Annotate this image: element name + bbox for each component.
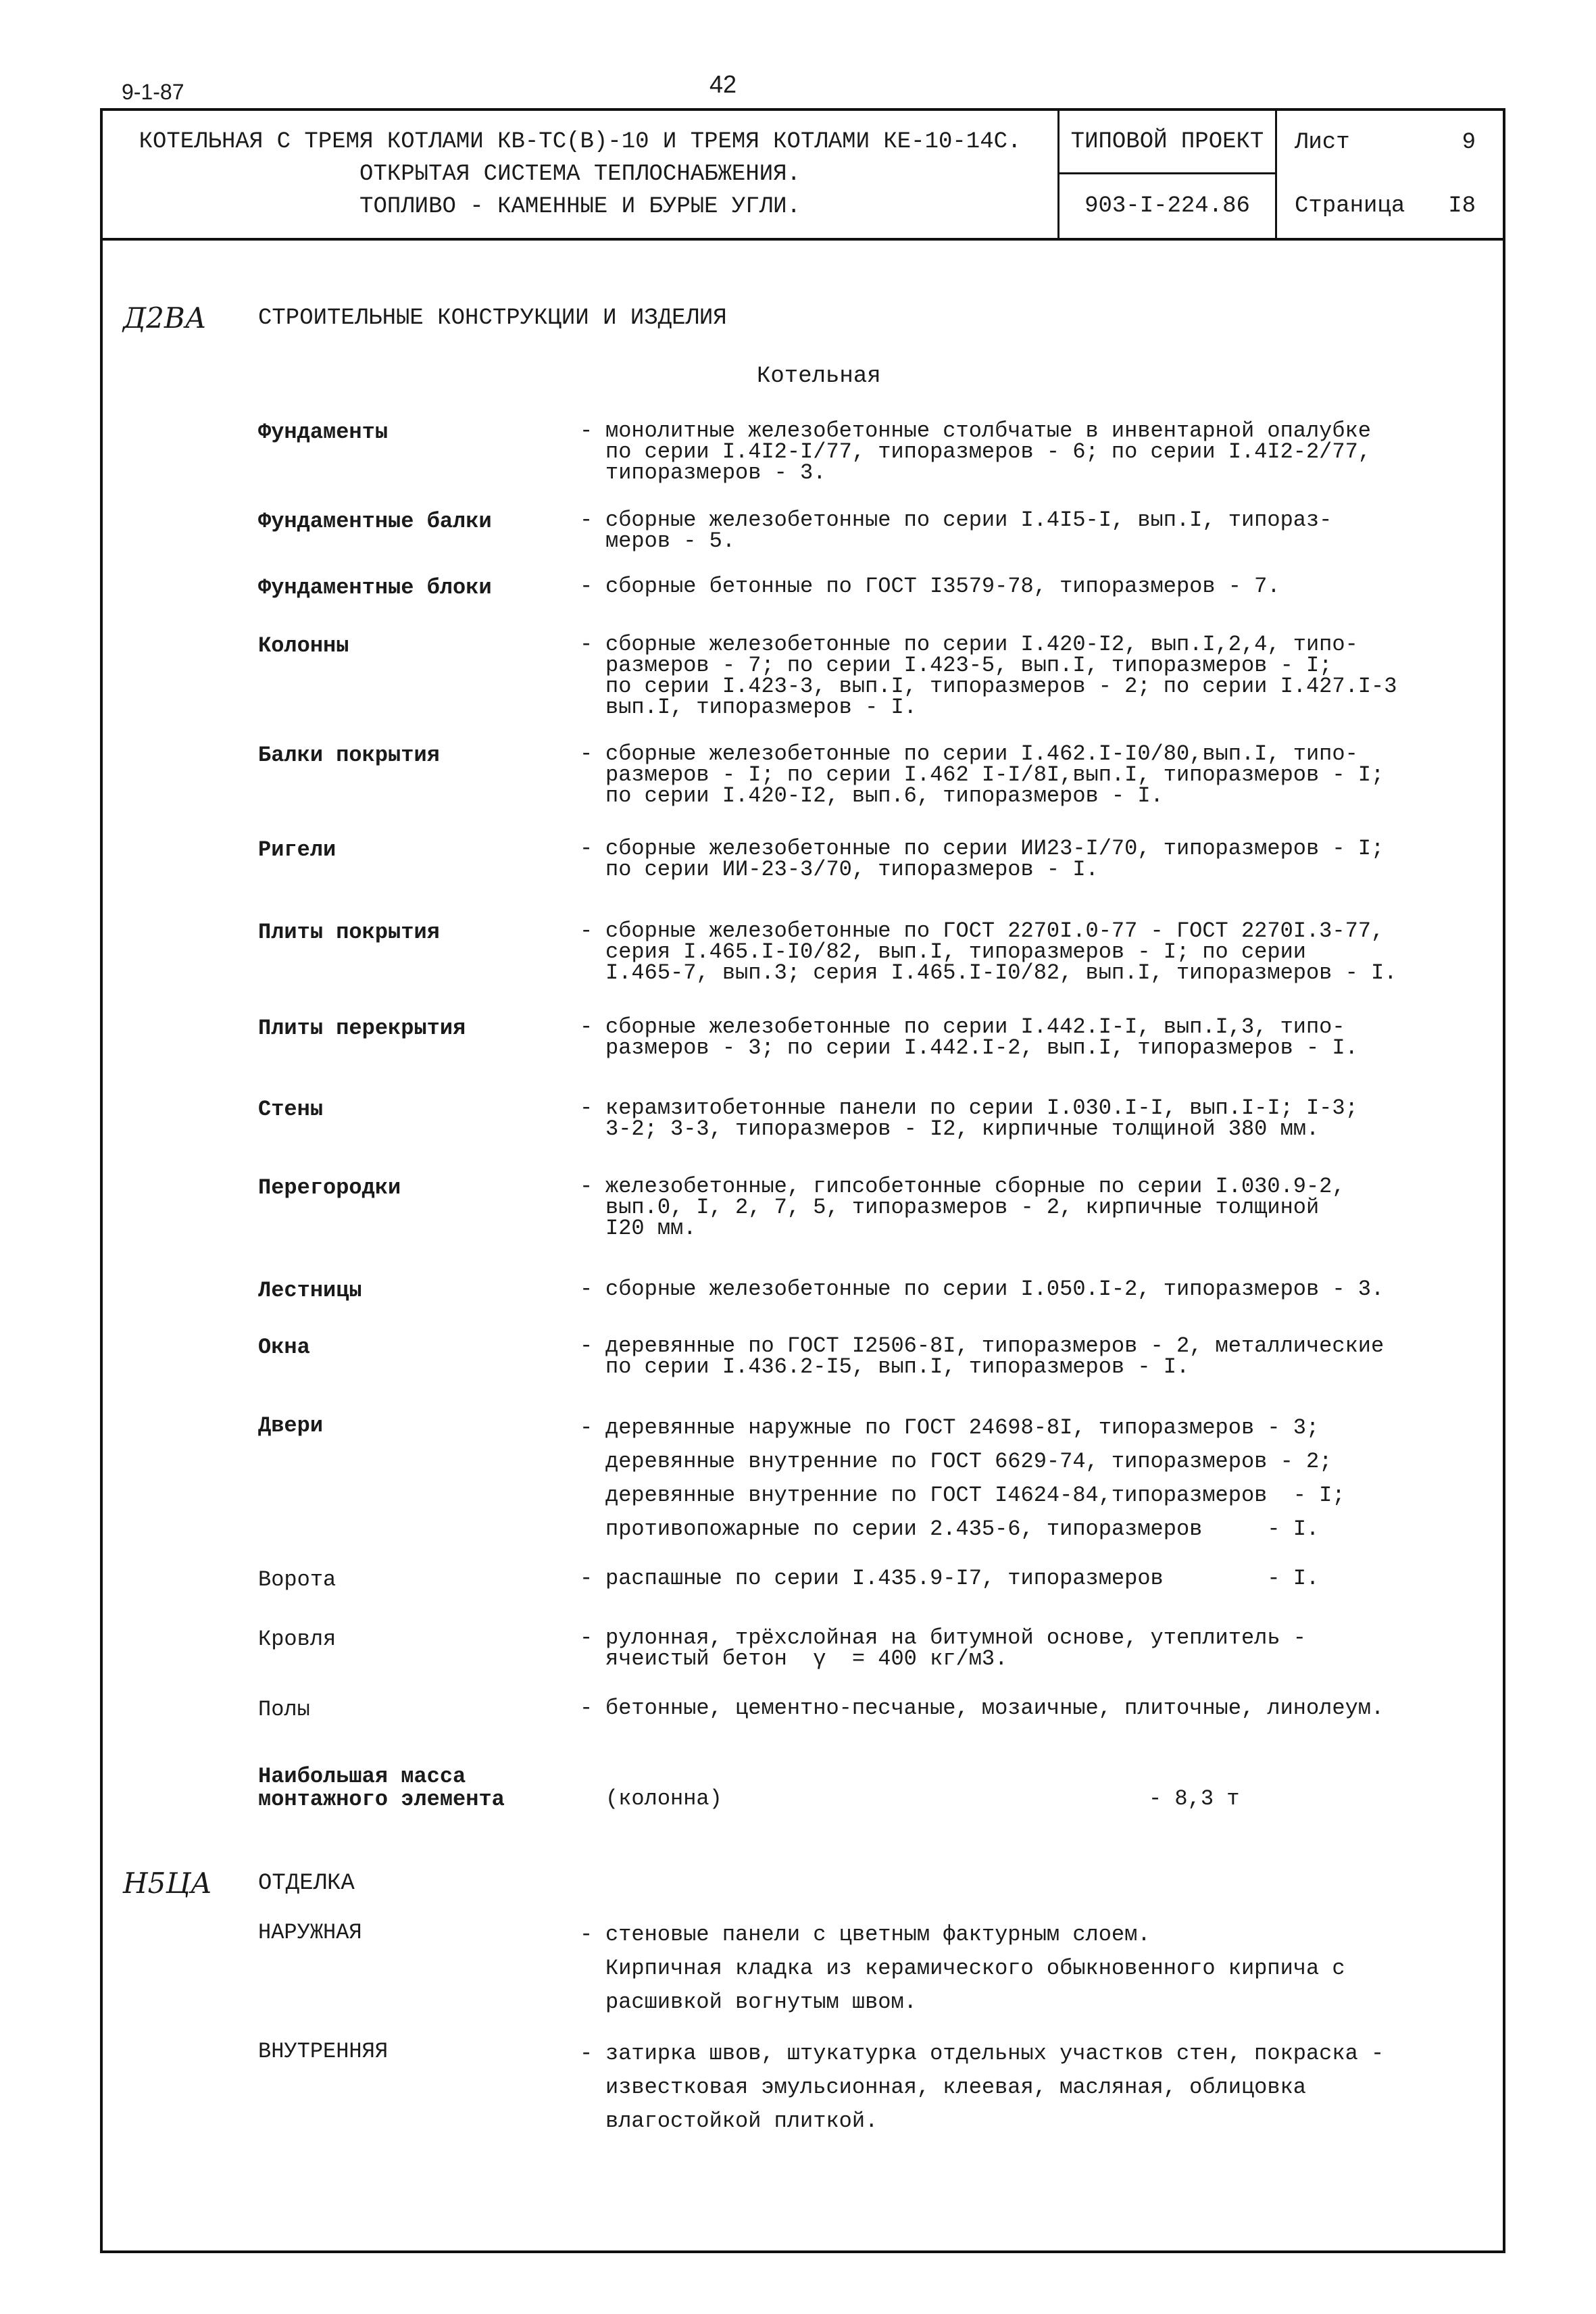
sheet-label: Лист [1295,130,1350,155]
item-label: Колонны [258,633,349,658]
item-dash: - [580,1333,593,1358]
item-line: меров - 5. [605,528,736,553]
item-line: ячеистый бетон γ = 400 кг/м3. [605,1646,1008,1671]
item-label: Лестницы [258,1278,362,1303]
item-dash: - [580,508,593,533]
item-label: Плиты покрытия [258,920,440,945]
heaviest-label-line: монтажного элемента [258,1787,505,1812]
item-line: противопожарные по серии 2.435-6, типоразмеров - I. [605,1517,1320,1542]
item-dash: - [580,1014,593,1039]
item-line: влагостойкой плиткой. [605,2109,878,2134]
item-line: размеров - I; по серии I.462 I-I/8I,вып.I, типоразмеров - I; [605,762,1385,787]
title-line: ТОПЛИВО - КАМЕННЫЕ И БУРЫЕ УГЛИ. [359,194,801,220]
item-description [580,1698,1465,1719]
item-line: известковая эмульсионная, клеевая, масляная, облицовка [605,2075,1306,2100]
title-block-sheet [1277,111,1503,238]
project-number: 903-I-224.86 [1084,193,1250,219]
item-description [580,1016,1465,1058]
section-code: Н5ЦА [123,1867,212,1900]
item-dash: - [580,574,593,599]
item-line: деревянные наружные по ГОСТ 24698-8I, типоразмеров - 3; [605,1415,1320,1440]
item-dash: - [580,1277,593,1302]
section-title: ОТДЕЛКА [258,1871,355,1896]
project-label: ТИПОВОЙ ПРОЕКТ [1059,111,1275,174]
item-dash: - [580,2041,593,2066]
item-line: по серии I.420-I2, вып.6, типоразмеров - I. [605,783,1164,808]
title-block-project [1059,111,1277,238]
page-number: 42 [709,70,737,98]
item-dash: - [580,1922,593,1947]
item-line: керамзитобетонные панели по серии I.030.I-I, вып.I-I; I-3; [605,1096,1358,1121]
item-label: Ворота [258,1567,336,1592]
item-description [580,1335,1465,1377]
item-line: I20 мм. [605,1216,697,1241]
item-dash: - [580,1096,593,1121]
item-label: Окна [258,1335,310,1360]
item-line: распашные по серии I.435.9-I7, типоразмеров - I. [605,1566,1320,1591]
item-line: по серии I.436.2-I5, вып.I, типоразмеров - I. [605,1354,1190,1379]
page-label: Страница [1295,193,1405,219]
item-line: I.465-7, вып.3; серия I.465.I-I0/82, вып.I, типоразмеров - I. [605,960,1397,985]
item-line: деревянные внутренние по ГОСТ 6629-74, типоразмеров - 2; [605,1449,1332,1474]
item-dash: - [580,1415,593,1440]
title-line: ОТКРЫТАЯ СИСТЕМА ТЕПЛОСНАБЖЕНИЯ. [359,162,801,187]
page-row [1277,174,1503,238]
item-line: Кирпичная кладка из керамического обыкновенного кирпича с [605,1956,1345,1981]
section-subtitle: Котельная [757,364,881,389]
sheet-value: 9 [1462,130,1476,155]
item-dash: - [580,1696,593,1721]
heaviest-element: (колонна) [605,1786,722,1811]
item-line: железобетонные, гипсобетонные сборные по серии I.030.9-2, [605,1174,1345,1199]
item-label: Кровля [258,1627,336,1652]
heaviest-label-line: Наибольшая масса [258,1764,466,1789]
item-dash: - [580,1625,593,1650]
item-description [580,1411,1499,1546]
page-value: I8 [1448,193,1476,219]
item-dash: - [580,632,593,657]
item-description [580,1568,1465,1589]
item-line: по серии I.4I2-I/77, типоразмеров - 6; по серии I.4I2-2/77, [605,439,1371,464]
item-description [580,634,1465,718]
item-line: по серии ИИ-23-3/70, типоразмеров - I. [605,857,1099,882]
item-line: сборные железобетонные по серии I.4I5-I, вып.I, типораз- [605,508,1332,533]
item-dash: - [580,836,593,861]
item-line: сборные железобетонные по серии ИИ23-I/70, типоразмеров - I; [605,836,1385,861]
title-block [100,108,1505,241]
item-line: типоразмеров - 3. [605,460,826,485]
item-label: НАРУЖНАЯ [258,1920,362,1945]
item-label: ВНУТРЕННЯЯ [258,2039,389,2064]
item-label: Полы [258,1697,310,1722]
item-line: деревянные по ГОСТ I2506-8I, типоразмеров - 2, металлические [605,1333,1385,1358]
item-line: деревянные внутренние по ГОСТ I4624-84,типоразмеров - I; [605,1483,1345,1508]
item-line: расшивкой вогнутым швом. [605,1990,917,2015]
item-description [580,576,1465,597]
sheet-row [1277,111,1503,174]
item-line: по серии I.423-3, вып.I, типоразмеров - 2; по серии I.427.I-3 [605,674,1397,699]
item-line: сборные железобетонные по серии I.442.I-I, вып.I,3, типо- [605,1014,1345,1039]
item-line: вып.0, I, 2, 7, 5, типоразмеров - 2, кирпичные толщиной [605,1195,1320,1220]
item-dash: - [580,918,593,943]
section-code: Д2ВА [123,301,207,335]
heaviest-label [258,1765,505,1811]
item-line: вып.I, типоразмеров - I. [605,695,917,720]
item-description [580,1098,1465,1139]
item-description [580,510,1465,551]
item-line: бетонные, цементно-песчаные, мозаичные, плиточные, линолеум. [605,1696,1385,1721]
item-line: монолитные железобетонные столбчатые в инвентарной опалубке [605,418,1371,443]
item-label: Перегородки [258,1175,401,1200]
item-line: 3-2; 3-3, типоразмеров - I2, кирпичные толщиной 380 мм. [605,1116,1320,1141]
item-line: размеров - 7; по серии I.423-5, вып.I, типоразмеров - I; [605,653,1332,678]
item-dash: - [580,418,593,443]
item-description [580,743,1465,806]
item-description [580,920,1465,983]
item-label: Стены [258,1097,324,1122]
item-dash: - [580,741,593,766]
item-label: Двери [258,1413,324,1438]
item-label: Балки покрытия [258,743,440,768]
item-label: Фундаменты [258,420,389,445]
document-number: 9-1-87 [122,80,184,104]
item-description [580,1279,1465,1300]
item-description [580,1918,1499,2019]
title-line: КОТЕЛЬНАЯ С ТРЕМЯ КОТЛАМИ КВ-ТС(В)-10 И ТРЕМЯ КОТЛАМИ КЕ-10-14С. [139,129,1022,155]
item-line: размеров - 3; по серии I.442.I-2, вып.I, типоразмеров - I. [605,1035,1358,1060]
item-line: сборные железобетонные по серии I.462.I-I0/80,вып.I, типо- [605,741,1358,766]
item-label: Плиты перекрытия [258,1016,466,1041]
heaviest-value: - 8,3 т [1149,1786,1240,1811]
item-line: стеновые панели с цветным фактурным слоем. [605,1922,1151,1947]
item-label: Ригели [258,837,336,862]
item-description [580,2037,1499,2138]
item-line: рулонная, трёхслойная на битумной основе, утеплитель - [605,1625,1306,1650]
item-dash: - [580,1174,593,1199]
item-label: Фундаментные блоки [258,575,492,600]
item-description [580,1627,1465,1669]
item-line: затирка швов, штукатурка отдельных участков стен, покраска - [605,2041,1385,2066]
section-title: СТРОИТЕЛЬНЫЕ КОНСТРУКЦИИ И ИЗДЕЛИЯ [258,305,727,331]
item-line: сборные бетонные по ГОСТ I3579-78, типоразмеров - 7. [605,574,1280,599]
item-line: серия I.465.I-I0/82, вып.I, типоразмеров - I; по серии [605,939,1306,964]
title-block-title [103,111,1059,238]
item-description [580,838,1465,880]
item-line: сборные железобетонные по серии I.420-I2, вып.I,2,4, типо- [605,632,1358,657]
item-description [580,420,1465,483]
item-line: сборные железобетонные по ГОСТ 2270I.0-77 - ГОСТ 2270I.3-77, [605,918,1385,943]
item-label: Фундаментные балки [258,509,492,534]
item-description [580,1176,1465,1239]
item-line: сборные железобетонные по серии I.050.I-2, типоразмеров - 3. [605,1277,1385,1302]
item-dash: - [580,1566,593,1591]
